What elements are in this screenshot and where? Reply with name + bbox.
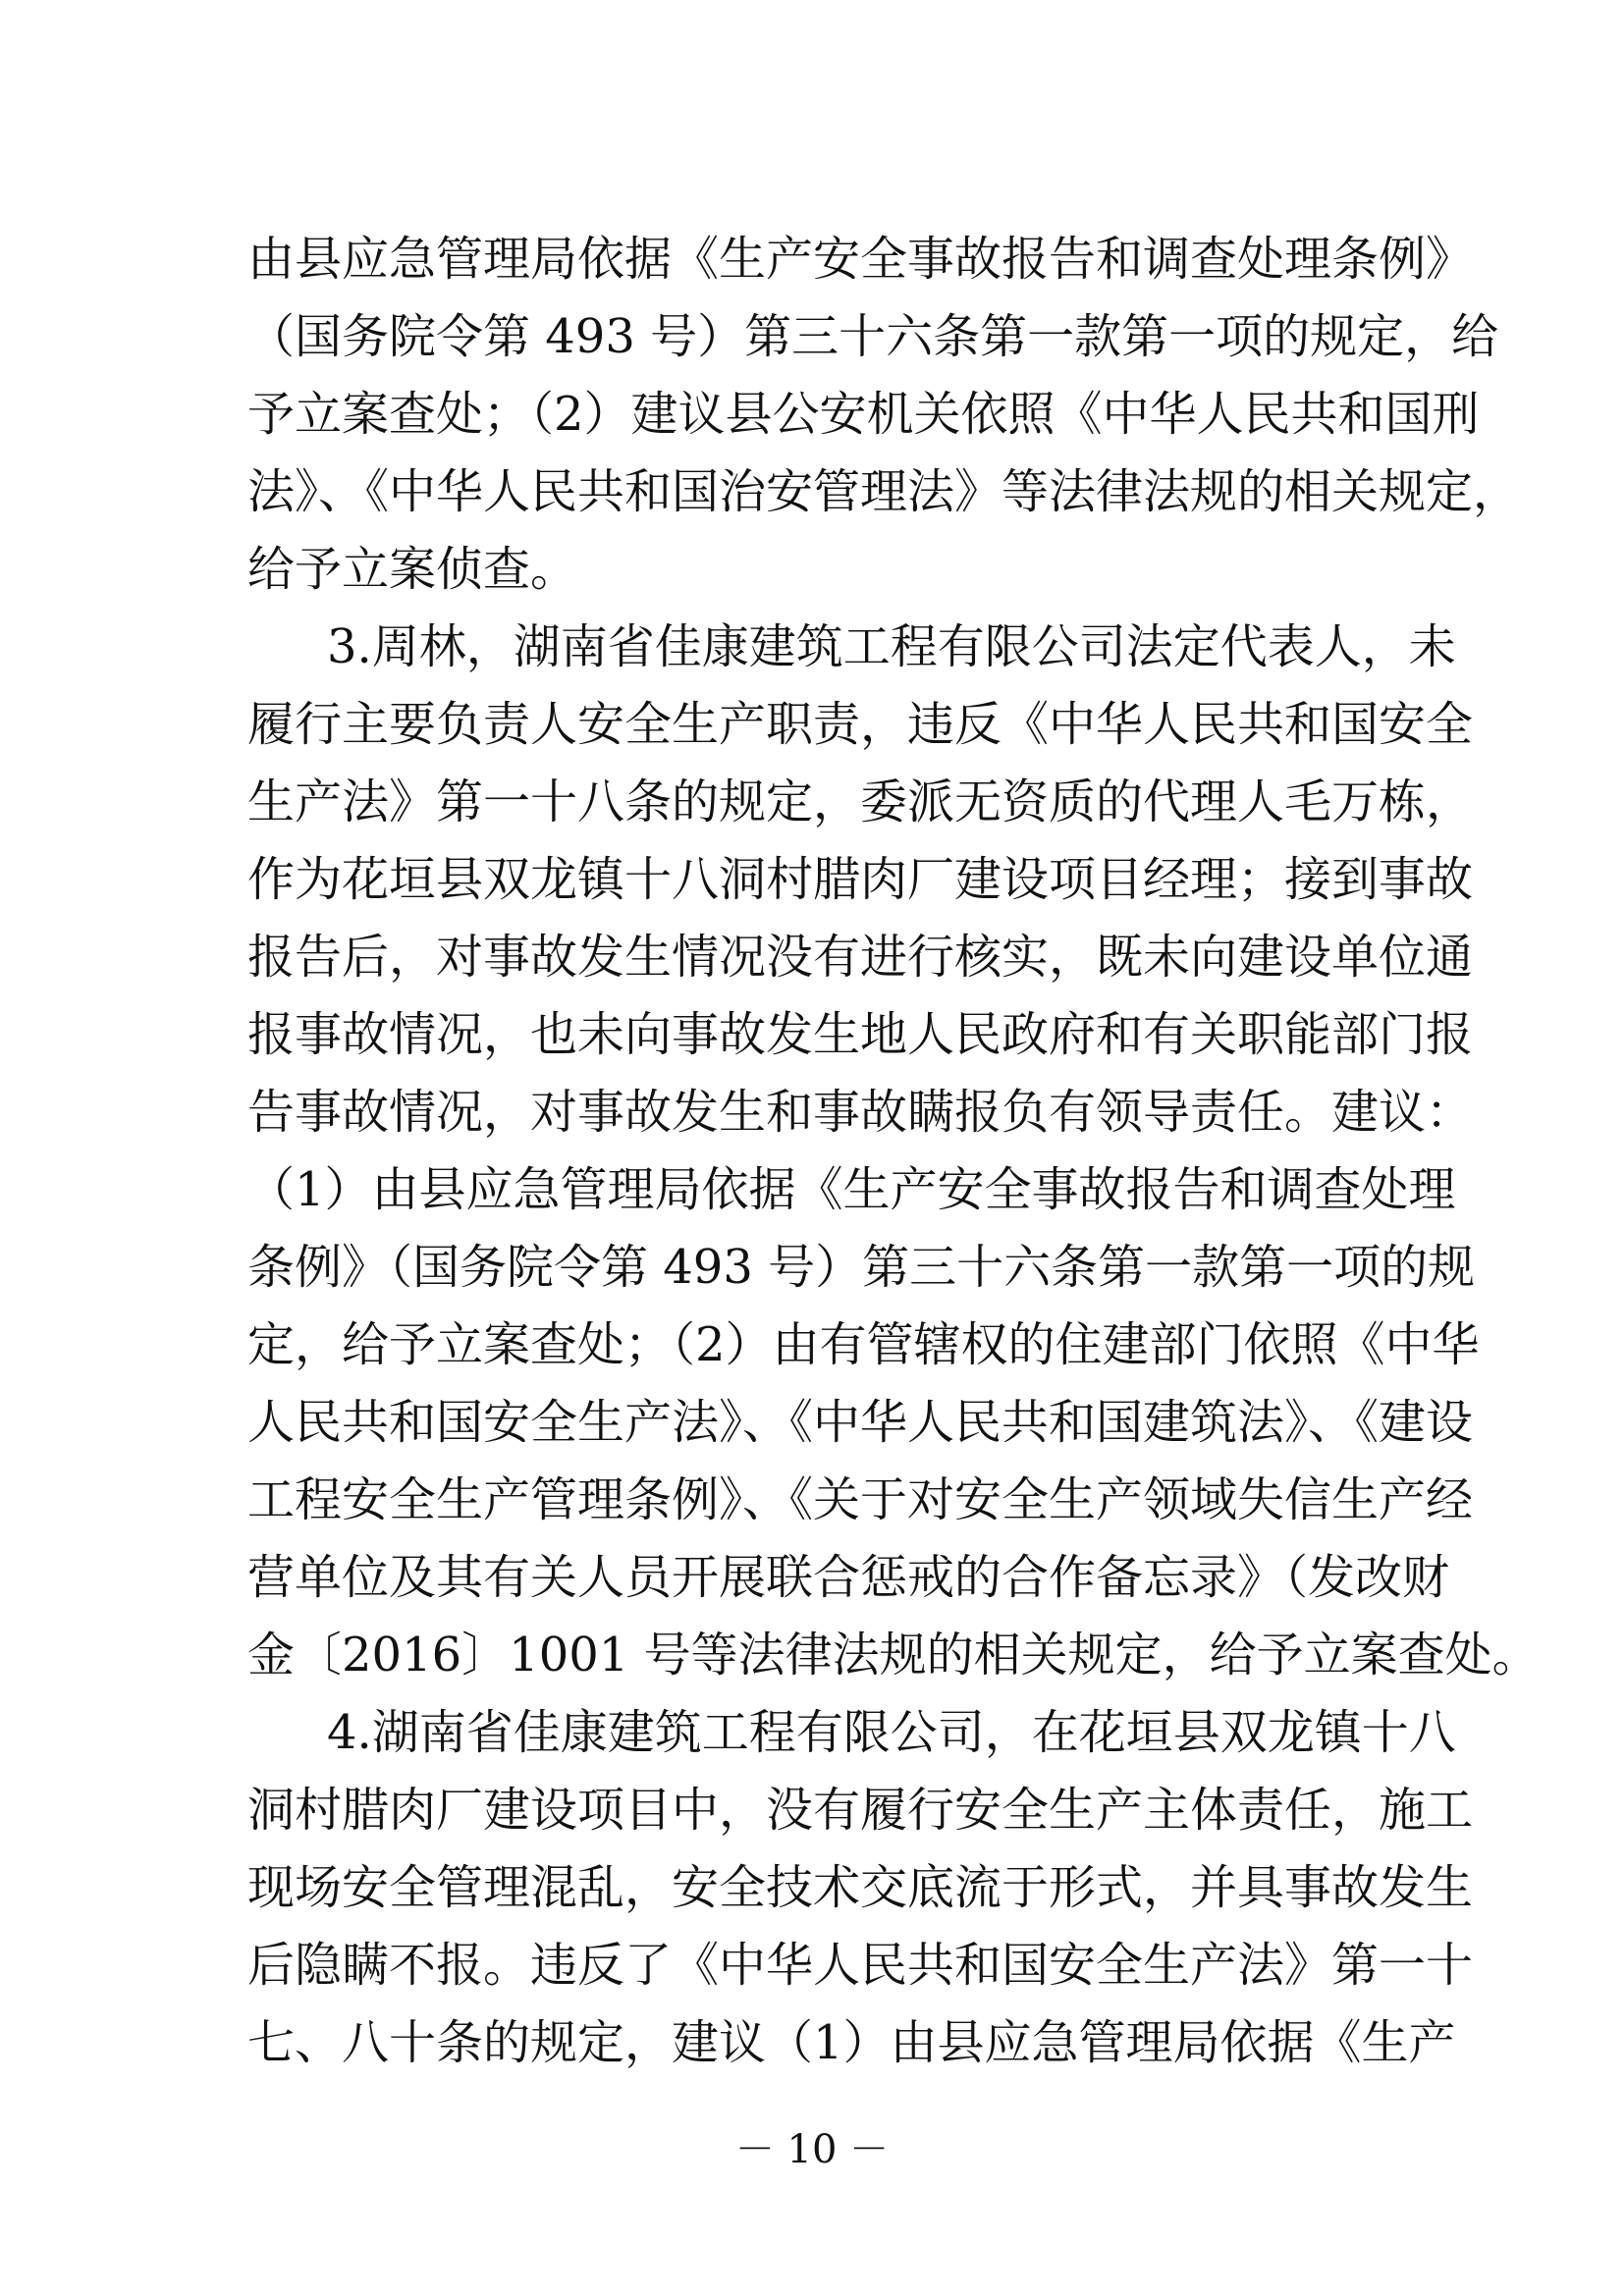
text-line: 定，给予立案查处；（2）由有管辖权的住建部门依照《中华	[247, 1317, 1480, 1372]
text-line: 营单位及其有关人员开展联合惩戒的合作备忘录》（发改财	[247, 1550, 1450, 1605]
page-number: － 10 －	[734, 2127, 890, 2172]
text-line: 七、八十条的规定，建议（1）由县应急管理局依据《生产	[247, 2015, 1456, 2070]
text-line: 法》、《中华人民共和国治安管理法》等法律法规的相关规定，	[247, 464, 1521, 519]
text-line: 报告后，对事故发生情况没有进行核实，既未向建设单位通	[247, 930, 1474, 985]
text-line: 报事故情况，也未向事故发生地人民政府和有关职能部门报	[247, 1007, 1474, 1062]
paragraph-first-line: 4.湖南省佳康建筑工程有限公司，在花垣县双龙镇十八	[327, 1705, 1456, 1760]
text-line: 予立案查处；（2）建议县公安机关依照《中华人民共和国刑	[247, 387, 1480, 442]
text-line: 由县应急管理局依据《生产安全事故报告和调查处理条例》	[247, 232, 1474, 287]
text-line: 洞村腊肉厂建设项目中，没有履行安全生产主体责任，施工	[247, 1783, 1474, 1838]
text-line: 人民共和国安全生产法》、《中华人民共和国建筑法》、《建设	[247, 1395, 1474, 1450]
text-line: 现场安全管理混乱，安全技术交底流于形式，并具事故发生	[247, 1860, 1474, 1915]
text-line: 作为花垣县双龙镇十八洞村腊肉厂建设项目经理；接到事故	[247, 852, 1474, 907]
text-line: 后隐瞒不报。违反了《中华人民共和国安全生产法》第一十	[247, 1938, 1474, 1993]
text-line: 履行主要负责人安全生产职责，违反《中华人民共和国安全	[247, 697, 1474, 752]
text-line: 告事故情况，对事故发生和事故瞒报负有领导责任。建议：	[247, 1085, 1474, 1140]
text-line: 金〔2016〕1001 号等法律法规的相关规定，给予立案查处。	[247, 1628, 1540, 1682]
text-line: （1）由县应急管理局依据《生产安全事故报告和调查处理	[247, 1162, 1456, 1217]
text-line: 生产法》第一十八条的规定，委派无资质的代理人毛万栋，	[247, 774, 1474, 829]
text-line: （国务院令第 493 号）第三十六条第一款第一项的规定，给	[247, 309, 1499, 364]
text-line: 条例》（国务院令第 493 号）第三十六条第一款第一项的规	[247, 1240, 1476, 1295]
text-line: 给予立案侦查。	[247, 542, 578, 597]
text-line: 工程安全生产管理条例》、《关于对安全生产领域失信生产经	[247, 1472, 1474, 1527]
paragraph-first-line: 3.周林，湖南省佳康建筑工程有限公司法定代表人，未	[327, 619, 1456, 674]
